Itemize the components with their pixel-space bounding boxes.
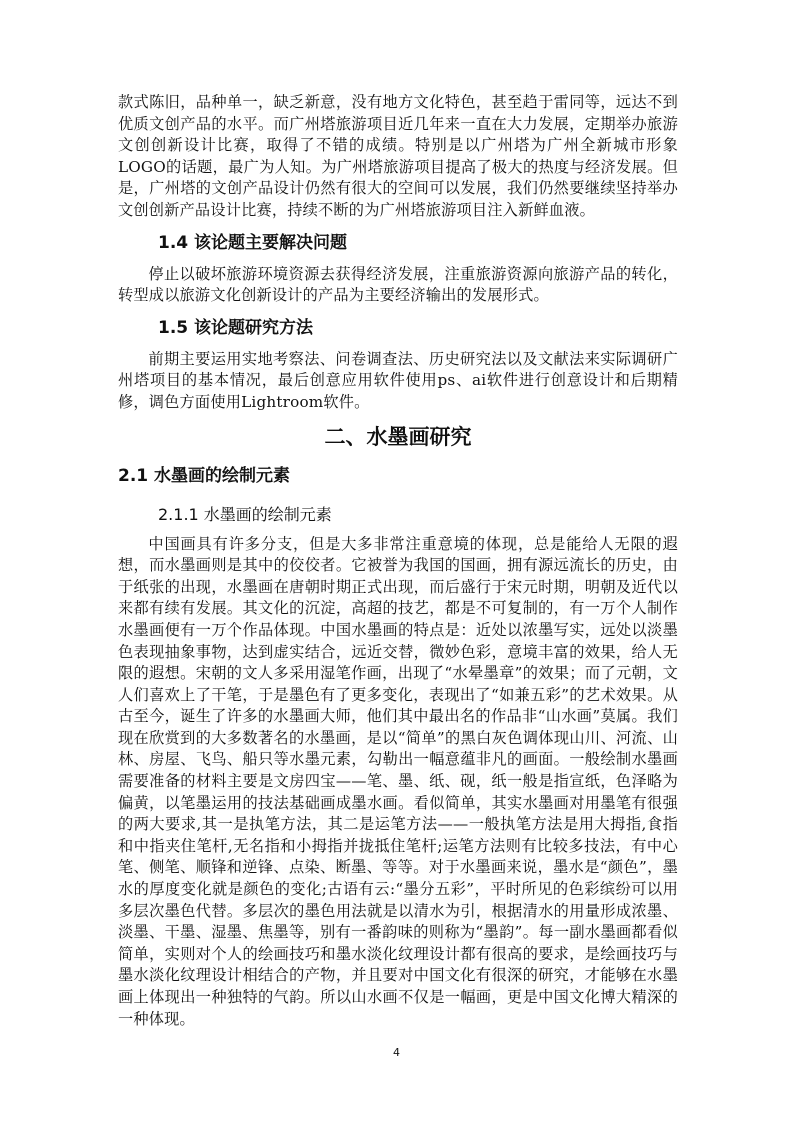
- document-page: [118, 92, 678, 1030]
- section-heading-2-1: 2.1 水墨画的绘制元素: [118, 465, 291, 486]
- section-heading-1-5: 1.5 该论题研究方法: [158, 317, 314, 338]
- subsection-paragraph-2-1-1: 中国画具有许多分支，但是大多非常注重意境的体现，总是能给人无限的遐想，而水墨画则是其中的佼佼者。它被誉为我国的国画，拥有源远流长的历史，由于纸张的出现，水墨画在唐朝时期正式出现，而后盛行于宋元时期，明朝及近代以来都有续有发展。其文化的沉淀，高超的技艺，都是不可复制的，有一万个人制作水墨画便有一万个作品体现。中国水墨画的特点是：近处以浓墨写实，远处以淡墨色表现抽象事物，达到虚实结合，远近交替，微妙色彩，意境丰富的效果，给人无限的遐想。宋朝的文人多采用湿笔作画，出现了“水晕墨章”的效果；而了元朝，文人们喜欢上了干笔，于是墨色有了更多变化，表现出了“如兼五彩”的艺术效果。从古至今，诞生了许多的水墨画大师，他们其中最出名的作品非“山水画”莫属。我们现在欣赏到的大多数著名的水墨画，是以“简单”的黑白灰色调体现山川、河流、山林、房屋、飞鸟、船只等水墨元素，勾勒出一幅意蕴非凡的画面。一般绘制水墨画需要准备的材料主要是文房四宝——笔、墨、纸、砚，纸一般是指宣纸，色泽略为偏黄，以笔墨运用的技法基础画成墨水画。看似简单，其实水墨画对用墨笔有很强的两大要求,其一是执笔方法，其二是运笔方法——一般执笔方法是用大拇指,食指和中指夹住笔杆,无名指和小拇指并拢抵住笔杆;运笔方法则有比较多技法，有中心笔、侧笔、顺锋和逆锋、点染、断墨、等等。对于水墨画来说，墨水是“颜色”，墨水的厚度变化就是颜色的变化;古语有云:“墨分五彩”，平时所见的色彩缤纷可以用多层次墨色代替。多层次的墨色用法就是以清水为引，根据清水的用量形成浓墨、淡墨、干墨、湿墨、焦墨等，别有一番韵味的则称为“墨韵”。每一副水墨画都看似简单，实则对个人的绘画技巧和墨水淡化纹理设计都有很高的要求，是绘画技巧与墨水淡化纹理设计相结合的产物，并且要对中国文化有很深的研究，才能够在水墨画上体现出一种独特的气韵。所以山水画不仅是一幅画，更是中国文化博大精深的一种体现。: [118, 534, 678, 1028]
- section-heading-1-4: 1.4 该论题主要解决问题: [158, 232, 348, 253]
- chapter-heading-2: 二、水墨画研究: [324, 424, 472, 449]
- section-paragraph-1-5: 前期主要运用实地考察法、问卷调查法、历史研究法以及文献法来实际调研广州塔项目的基本情况，最后创意应用软件使用ps、ai软件进行创意设计和后期精修，调色方面使用Lightroom软件。: [118, 349, 678, 411]
- section-paragraph-1-4: 停止以破坏旅游环境资源去获得经济发展，注重旅游资源向旅游产品的转化，转型成以旅游文化创新设计的产品为主要经济输出的发展形式。: [118, 264, 678, 305]
- page-number: 4: [393, 1046, 400, 1059]
- subsection-heading-2-1-1: 2.1.1 水墨画的绘制元素: [158, 504, 332, 524]
- continuation-paragraph: 款式陈旧，品种单一，缺乏新意，没有地方文化特色，甚至趋于雷同等，远达不到优质文创产品的水平。而广州塔旅游项目近几年来一直在大力发展，定期举办旅游文创创新设计比赛，取得了不错的成绩。特别是以广州塔为广州全新城市形象LOGO的话题，最广为人知。为广州塔旅游项目提高了极大的热度与经济发展。但是，广州塔的文创产品设计仍然有很大的空间可以发展，我们仍然要继续坚持举办文创创新产品设计比赛，持续不断的为广州塔旅游项目注入新鲜血液。: [118, 93, 678, 219]
